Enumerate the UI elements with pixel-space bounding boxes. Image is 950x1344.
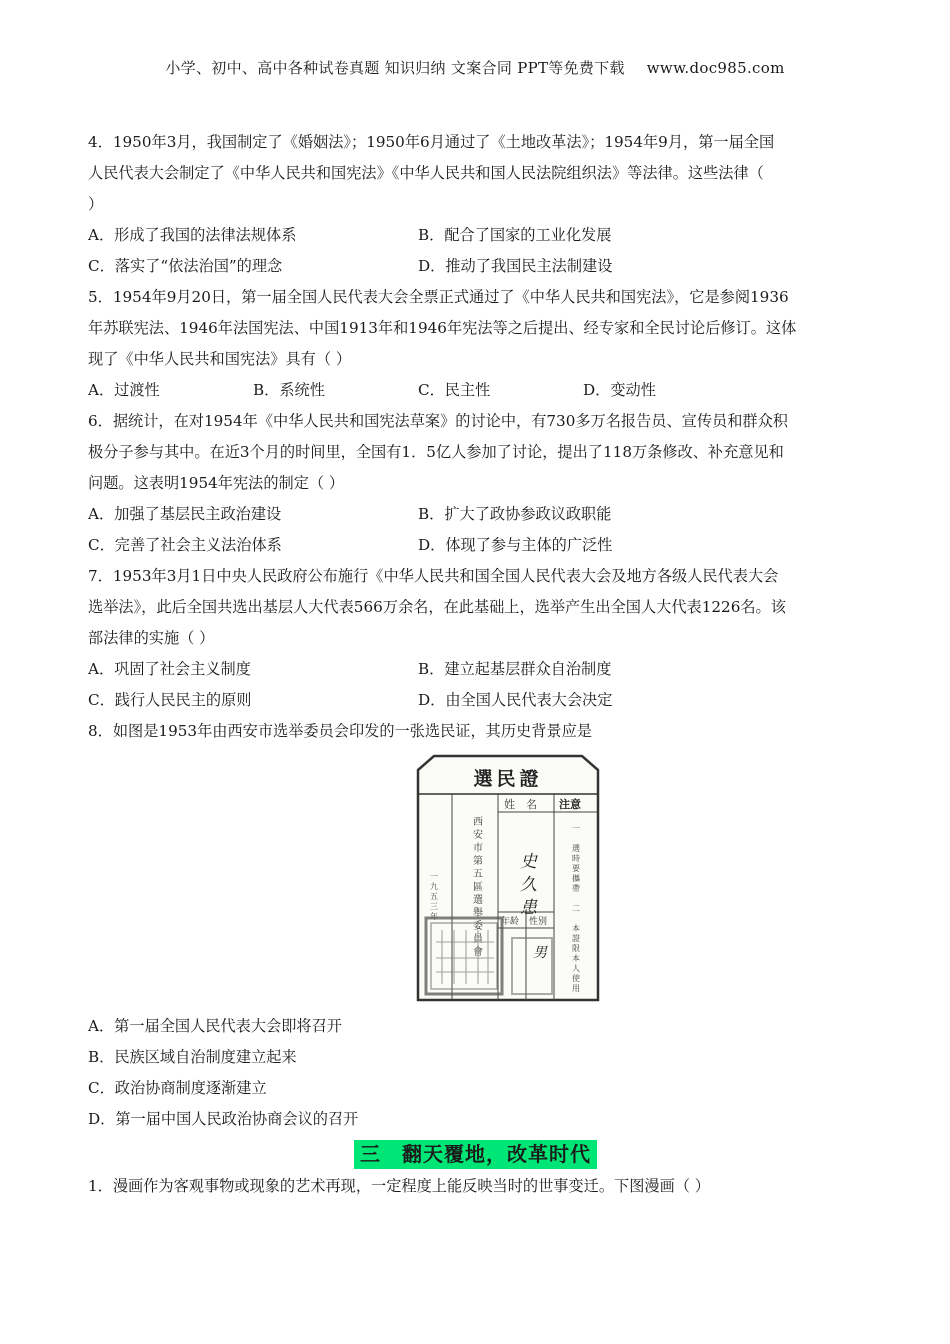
- header-url[interactable]: www.doc985.com: [646, 59, 785, 77]
- option-b[interactable]: B．民族区域自治制度建立起来: [88, 1048, 297, 1066]
- option-a[interactable]: A．巩固了社会主义制度: [88, 660, 251, 678]
- sex-value: 男: [533, 945, 547, 961]
- header-text: 小学、初中、高中各种试卷真题 知识归纳 文案合同 PPT等免费下载: [165, 59, 625, 77]
- section-title: 三 翻天覆地，改革时代: [354, 1140, 597, 1169]
- question-stem-line: 选举法》，此后全国共选出基层人大代表566万余名，在此基础上，选举产生出全国人大代表1226名。该: [88, 598, 786, 616]
- option-b[interactable]: B．配合了国家的工业化发展: [418, 226, 612, 244]
- question-5: [88, 285, 863, 409]
- date-text: 一九五三年: [429, 872, 439, 922]
- options-row: [88, 688, 863, 719]
- options-row: [88, 533, 863, 564]
- options-row: [88, 502, 863, 533]
- question-stem-line: ）: [88, 195, 104, 213]
- question-content: [88, 130, 863, 1205]
- option-c[interactable]: C．落实了“依法治国”的理念: [88, 257, 283, 275]
- option-d[interactable]: D．体现了参与主体的广泛性: [418, 536, 613, 554]
- name-label: 姓 名: [504, 798, 537, 811]
- option-b[interactable]: B．建立起基层群众自治制度: [418, 660, 612, 678]
- options-row: [88, 254, 863, 285]
- options-row: [88, 378, 863, 409]
- next-question-stem: 1．漫画作为客观事物或现象的艺术再现，一定程度上能反映当时的世事变迁。下图漫画（ ）: [88, 1177, 710, 1195]
- option-a[interactable]: A．过渡性: [88, 381, 160, 399]
- options-row: [88, 657, 863, 688]
- voter-card-figure: [88, 752, 863, 1014]
- question-stem-line: 问题。这表明1954年宪法的制定（ ）: [88, 474, 345, 492]
- option-d[interactable]: D．推动了我国民主法制建设: [418, 257, 613, 275]
- question-6: [88, 409, 863, 564]
- option-c[interactable]: C．践行人民民主的原则: [88, 691, 252, 709]
- option-a[interactable]: A．第一届全国人民代表大会即将召开: [88, 1017, 342, 1035]
- question-stem-line: 人民代表大会制定了《中华人民共和国宪法》《中华人民共和国人民法院组织法》等法律。这些法律（: [88, 164, 764, 182]
- option-b[interactable]: B．扩大了政协参政议政职能: [418, 505, 612, 523]
- option-d[interactable]: D．变动性: [583, 381, 656, 399]
- notes-text: 一 選時要攜帶 二 本證限本人使用: [571, 824, 581, 994]
- card-title: 選民證: [473, 768, 543, 790]
- question-stem-line: 部法律的实施（ ）: [88, 629, 215, 647]
- page-header: [0, 57, 950, 78]
- option-d[interactable]: D．第一届中国人民政治协商会议的召开: [88, 1110, 359, 1128]
- section-heading-row: [88, 1140, 863, 1174]
- question-stem-line: 8．如图是1953年由西安市选举委员会印发的一张选民证，其历史背景应是: [88, 722, 592, 740]
- question-8: [88, 719, 863, 1138]
- question-4: [88, 130, 863, 285]
- option-a[interactable]: A．形成了我国的法律法规体系: [88, 226, 297, 244]
- question-stem-line: 极分子参与其中。在近3个月的时间里，全国有1．5亿人参加了讨论，提出了118万条修改、补充意见和: [88, 443, 784, 461]
- question-stem-line: 4．1950年3月，我国制定了《婚姻法》；1950年6月通过了《土地改革法》；1954年9月，第一届全国: [88, 133, 775, 151]
- question-stem-line: 现了《中华人民共和国宪法》具有（ ）: [88, 350, 352, 368]
- option-d[interactable]: D．由全国人民代表大会决定: [418, 691, 613, 709]
- voter-card-image: [404, 752, 612, 1004]
- question-stem-line: 5．1954年9月20日，第一届全国人民代表大会全票正式通过了《中华人民共和国宪法》，它是参阅1936: [88, 288, 789, 306]
- age-label: 年龄: [501, 917, 520, 927]
- committee-text: 西安市第五區選舉委員會: [470, 816, 482, 959]
- question-stem-line: 年苏联宪法、1946年法国宪法、中国1913年和1946年宪法等之后提出、经专家和全民讨论后修订。这体: [88, 319, 797, 337]
- sex-label: 性别: [529, 917, 548, 927]
- option-a[interactable]: A．加强了基层民主政治建设: [88, 505, 282, 523]
- question-7: [88, 564, 863, 719]
- option-c[interactable]: C．政治协商制度逐渐建立: [88, 1079, 267, 1097]
- question-stem-line: 6．据统计，在对1954年《中华人民共和国宪法草案》的讨论中，有730多万名报告员、宣传员和群众积: [88, 412, 788, 430]
- options-row: [88, 223, 863, 254]
- option-b[interactable]: B．系统性: [253, 381, 325, 399]
- option-c[interactable]: C．民主性: [418, 381, 491, 399]
- notes-label: 注意: [559, 798, 581, 811]
- question-stem-line: 7．1953年3月1日中央人民政府公布施行《中华人民共和国全国人民代表大会及地方各级人民代表大会: [88, 567, 779, 585]
- option-c[interactable]: C．完善了社会主义法治体系: [88, 536, 282, 554]
- name-value: 史久患: [516, 852, 536, 921]
